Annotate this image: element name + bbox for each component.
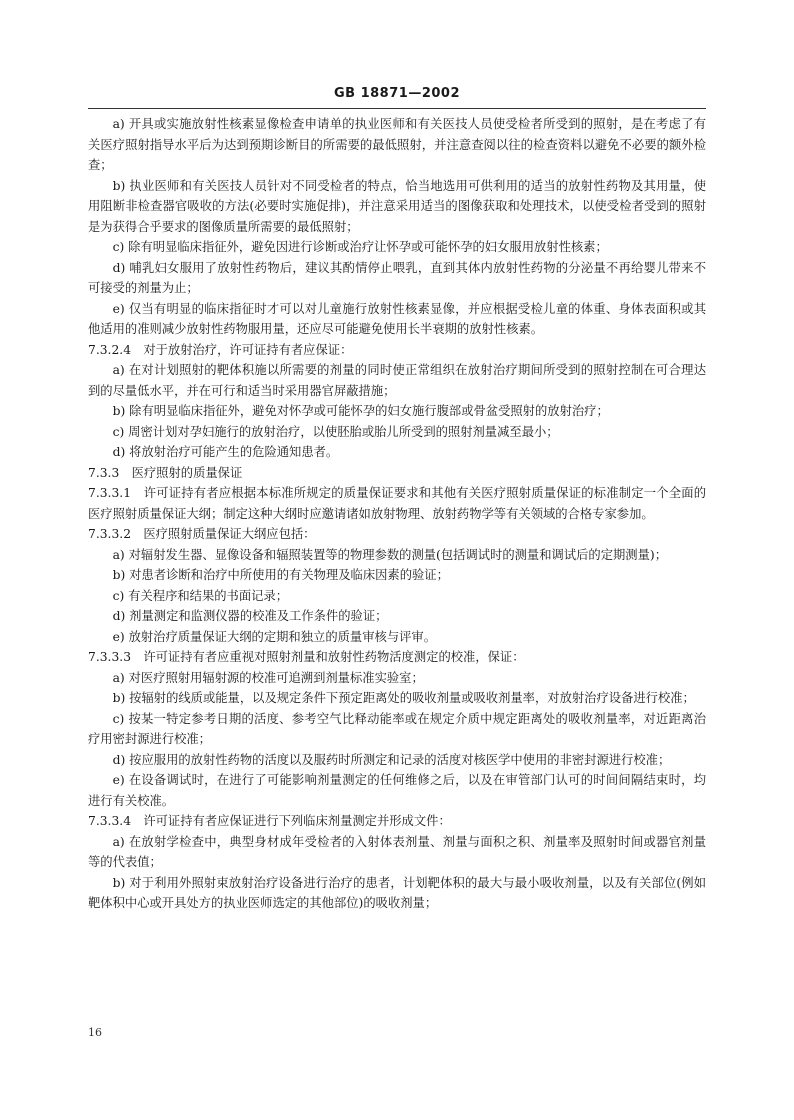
list-item: a) 对医疗照射用辐射源的校准可追溯到剂量标准实验室； xyxy=(112,670,424,685)
header-rule xyxy=(88,108,706,109)
list-item: c) 周密计划对孕妇施行的放射治疗，以使胚胎或胎儿所受到的照射剂量减至最小； xyxy=(112,424,559,439)
list-item: a) 开具或实施放射性核素显像检查申请单的执业医师和有关医技人员使受检者所受到的照射，是在考虑了有关医疗照射指导水平后为达到预期诊断目的所需要的最低照射，并注意查阅以往的检查资料以避免不必要的额外检查； xyxy=(88,117,706,172)
clause-paragraph: 7.3.3.4 许可证持有者应保证进行下列临床剂量测定并形成文件： xyxy=(88,814,451,828)
page-number: 16 xyxy=(88,1026,102,1039)
list-item: b) 执业医师和有关医技人员针对不同受检者的特点，恰当地选用可供利用的适当的放射性药物及其用量，使用阻断非检查器官吸收的方法(必要时实施促排)，并注意采用适当的图像获取和处理技术，以使受检者受到的照射是为获得合乎要求的图像质量所需要的最低照射； xyxy=(88,178,706,234)
list-item: d) 将放射治疗可能产生的危险通知患者。 xyxy=(112,445,339,459)
list-item: c) 除有明显临床指征外，避免因进行诊断或治疗让怀孕或可能怀孕的妇女服用放射性核素； xyxy=(112,240,608,254)
list-item: e) 仅当有明显的临床指征时才可以对儿童施行放射性核素显像，并应根据受检儿童的体重、身体表面积或其他适用的准则减少放射性药物服用量，还应尽可能避免使用长半衰期的放射性核素。 xyxy=(88,301,706,336)
document-body xyxy=(88,114,706,914)
list-item: c) 有关程序和结果的书面记录； xyxy=(112,588,289,603)
clause-paragraph: 7.3.2.4 对于放射治疗，许可证持有者应保证： xyxy=(88,342,353,357)
list-item: b) 对患者诊断和治疗中所使用的有关物理及临床因素的验证； xyxy=(112,568,449,582)
clause-paragraph: 7.3.3.1 许可证持有者应根据本标准所规定的质量保证要求和其他有关医疗照射质量保证的标准制定一个全面的医疗照射质量保证大纲；制定这种大纲时应邀请诸如放射物理、放射药物学等有关领域的合格专家参加。 xyxy=(88,486,706,521)
clause-paragraph: 7.3.3.3 许可证持有者应重视对照射剂量和放射性药物活度测定的校准，保证： xyxy=(88,650,525,664)
list-item: d) 剂量测定和监测仪器的校准及工作条件的验证； xyxy=(112,609,388,623)
clause-paragraph: 7.3.3.2 医疗照射质量保证大纲应包括： xyxy=(88,527,316,541)
list-item: e) 放射治疗质量保证大纲的定期和独立的质量审核与评审。 xyxy=(112,629,437,644)
list-item: d) 按应服用的放射性药物的活度以及服药时所测定和记录的活度对核医学中使用的非密封源进行校准； xyxy=(112,752,671,767)
page-header: GB 18871—2002 xyxy=(333,86,460,101)
list-item: c) 按某一特定参考日期的活度、参考空气比释动能率或在规定介质中规定距离处的吸收剂量率，对近距离治疗用密封源进行校准； xyxy=(88,711,706,746)
list-item: b) 除有明显临床指征外，避免对怀孕或可能怀孕的妇女施行腹部或骨盆受照射的放射治疗； xyxy=(112,404,609,418)
list-item: a) 对辐射发生器、显像设备和辐照装置等的物理参数的测量(包括调试时的测量和调试后的定期测量)； xyxy=(112,547,667,562)
list-item: d) 哺乳妇女服用了放射性药物后，建议其酌情停止喂乳，直到其体内放射性药物的分泌量不再给婴儿带来不可接受的剂量为止； xyxy=(88,260,706,295)
list-item: b) 对于利用外照射束放射治疗设备进行治疗的患者，计划靶体积的最大与最小吸收剂量，以及有关部位(例如靶体积中心或开具处方的执业医师选定的其他部位)的吸收剂量； xyxy=(88,875,706,910)
list-item: b) 按辐射的线质或能量，以及规定条件下预定距离处的吸收剂量或吸收剂量率，对放射治疗设备进行校准； xyxy=(112,691,695,705)
list-item: a) 在放射学检查中，典型身材成年受检者的入射体表剂量、剂量与面积之积、剂量率及照射时间或器官剂量等的代表值； xyxy=(88,834,706,869)
list-item: e) 在设备调试时，在进行了可能影响剂量测定的任何维修之后，以及在审管部门认可的时间间隔结束时，均进行有关校准。 xyxy=(88,773,706,808)
list-item: a) 在对计划照射的靶体积施以所需要的剂量的同时使正常组织在放射治疗期间所受到的照射控制在可合理达到的尽量低水平，并在可行和适当时采用器官屏蔽措施； xyxy=(88,363,706,398)
clause-paragraph: 7.3.3 医疗照射的质量保证 xyxy=(88,465,243,480)
